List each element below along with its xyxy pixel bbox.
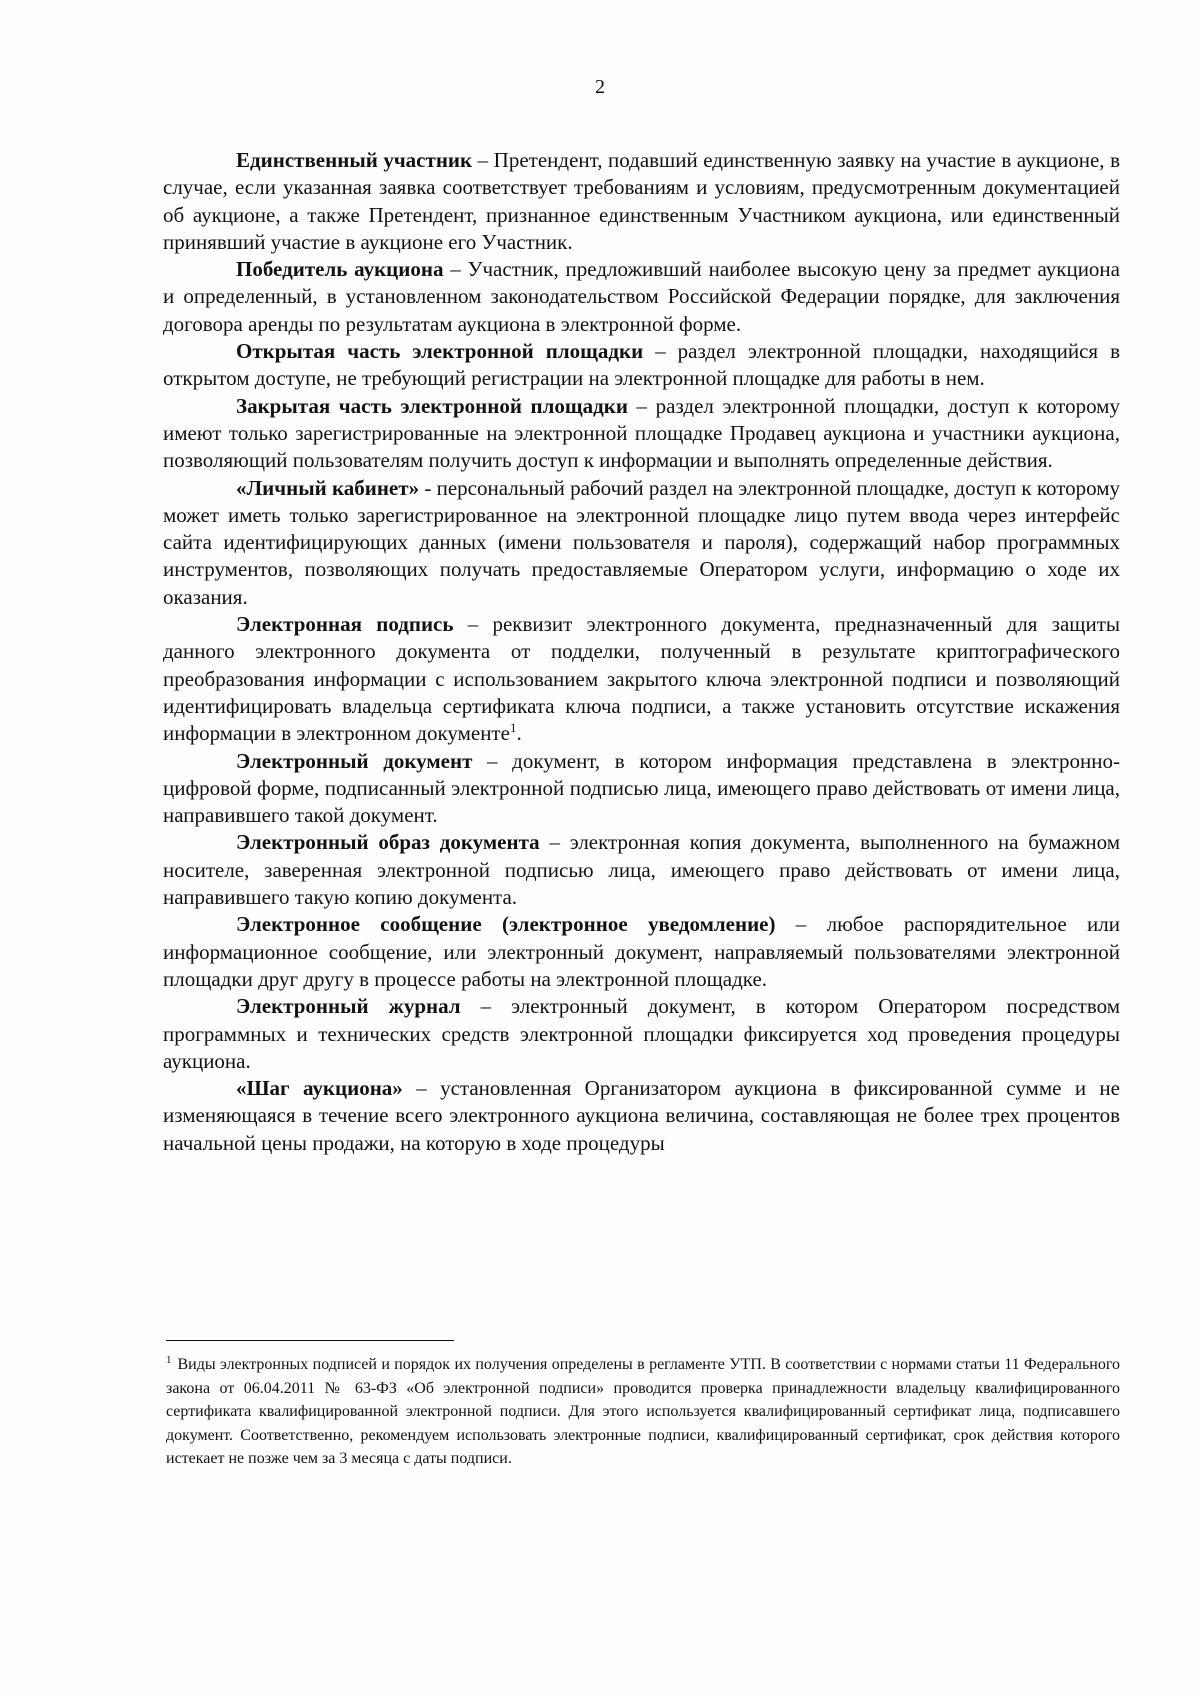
footnote-mark: 1 bbox=[166, 1353, 172, 1366]
definition-term: Электронный документ bbox=[236, 748, 473, 773]
definition-paragraph bbox=[163, 475, 1120, 611]
definition-paragraph bbox=[163, 748, 1120, 830]
definition-text: – Участник, предложивший наиболее высокую цену за предмет аукциона и определенный, в установленном законодательством Российской Федерации порядке, для заключения договора аренды по результатам аукциона в электронной форме. bbox=[163, 257, 1120, 336]
definition-paragraph bbox=[163, 147, 1120, 256]
definition-paragraph bbox=[163, 256, 1120, 338]
definition-paragraph bbox=[163, 338, 1120, 393]
definition-term: Электронная подпись bbox=[236, 612, 454, 637]
page-number: 2 bbox=[595, 76, 605, 98]
definition-term: «Личный кабинет» bbox=[236, 475, 420, 500]
definition-text: – реквизит электронного документа, предназначенный для защиты данного электронного документа от подделки, полученный в результате криптографического преобразования информации с использованием закрытого ключа электронной подписи и позволяющий идентифицировать владельца сертификата ключа подписи, а также установить отсутствие искажения информации в электронном документе bbox=[163, 612, 1120, 746]
definition-term: «Шаг аукциона» bbox=[236, 1076, 403, 1101]
definition-text: – любое распорядительное или информационное сообщение, или электронный документ, направляемый пользователями электронной площадки друг другу в процессе работы на электронной площадке. bbox=[163, 912, 1120, 991]
definition-text: – электронная копия документа, выполненного на бумажном носителе, заверенная электронной подписью лица, имеющего право действовать от имени лица, направившего такую копию документа. bbox=[163, 830, 1120, 910]
definition-paragraph bbox=[163, 611, 1120, 747]
definition-text: – раздел электронной площадки, доступ к которому имеют только зарегистрированные на электронной площадке Продавец аукциона и участники аукциона, позволяющий пользователям получить доступ к информации и выполнять определенные действия. bbox=[163, 393, 1120, 473]
definition-term: Электронный образ документа bbox=[236, 830, 540, 855]
definition-paragraph bbox=[163, 993, 1120, 1075]
definition-term: Электронный журнал bbox=[236, 994, 461, 1019]
footnote bbox=[166, 1353, 1120, 1471]
definition-paragraph bbox=[163, 911, 1120, 993]
definition-term: Единственный участник bbox=[236, 148, 473, 172]
footnote-divider bbox=[166, 1340, 454, 1341]
definitions-body bbox=[163, 147, 1120, 1157]
definition-text: - персональный рабочий раздел на электронной площадке, доступ к которому может иметь только зарегистрированное на электронной площадке лицо путем ввода через интерфейс сайта идентифицирующих данных (имени пользователя и пароля), содержащий набор программных инструментов, позволяющих получать предоставляемые Оператором услуги, информацию о ходе их оказания. bbox=[163, 475, 1120, 609]
definition-term: Открытая часть электронной площадки bbox=[236, 339, 644, 364]
definition-term: Электронное сообщение (электронное уведомление) bbox=[236, 912, 776, 937]
definition-text: – электронный документ, в котором Оператором посредством программных и технических средств электронной площадки фиксируется ход проведения процедуры аукциона. bbox=[163, 994, 1121, 1073]
definition-paragraph bbox=[163, 829, 1120, 911]
definition-text: – раздел электронной площадки, находящийся в открытом доступе, не требующий регистрации на электронной площадке для работы в нем. bbox=[163, 339, 1120, 391]
footnote-reference[interactable]: 1 bbox=[509, 720, 517, 736]
definition-text-tail: . bbox=[516, 721, 522, 746]
footnote-text: Виды электронных подписей и порядок их получения определены в регламенте УТП. В соответствии с нормами статьи 11 Федерального закона от 06.04.2011 № 63-ФЗ «Об электронной подписи» проводится проверка принадлежности владельцу квалифицированного сертификата квалифицированной электронной подписи. Для этого используется квалифицированный сертификат лица, подписавшего документ. Соответственно, рекомендуем использовать электронные подписи, квалифицированный сертификат, срок действия которого истекает не позже чем за 3 месяца с даты подписи. bbox=[166, 1356, 1120, 1467]
definition-paragraph bbox=[163, 393, 1120, 475]
definition-text: – установленная Организатором аукциона в фиксированной сумме и не изменяющаяся в течение всего электронного аукциона величина, составляющая не более трех процентов начальной цены продажи, на которую в ходе процедуры bbox=[163, 1076, 1120, 1155]
definition-term: Победитель аукциона bbox=[236, 257, 444, 282]
definition-term: Закрытая часть электронной площадки bbox=[236, 393, 628, 418]
definition-text: – Претендент, подавший единственную заявку на участие в аукционе, в случае, если указанная заявка соответствует требованиям и условиям, предусмотренным документацией об аукционе, а также Претендент, признанное единственным Участником аукциона, или единственный принявший участие в аукционе его Участник. bbox=[163, 148, 1120, 254]
definition-paragraph bbox=[163, 1075, 1120, 1157]
definition-text: – документ, в котором информация представлена в электронно-цифровой форме, подписанный электронной подписью лица, имеющего право действовать от имени лица, направившего такой документ. bbox=[163, 748, 1120, 828]
